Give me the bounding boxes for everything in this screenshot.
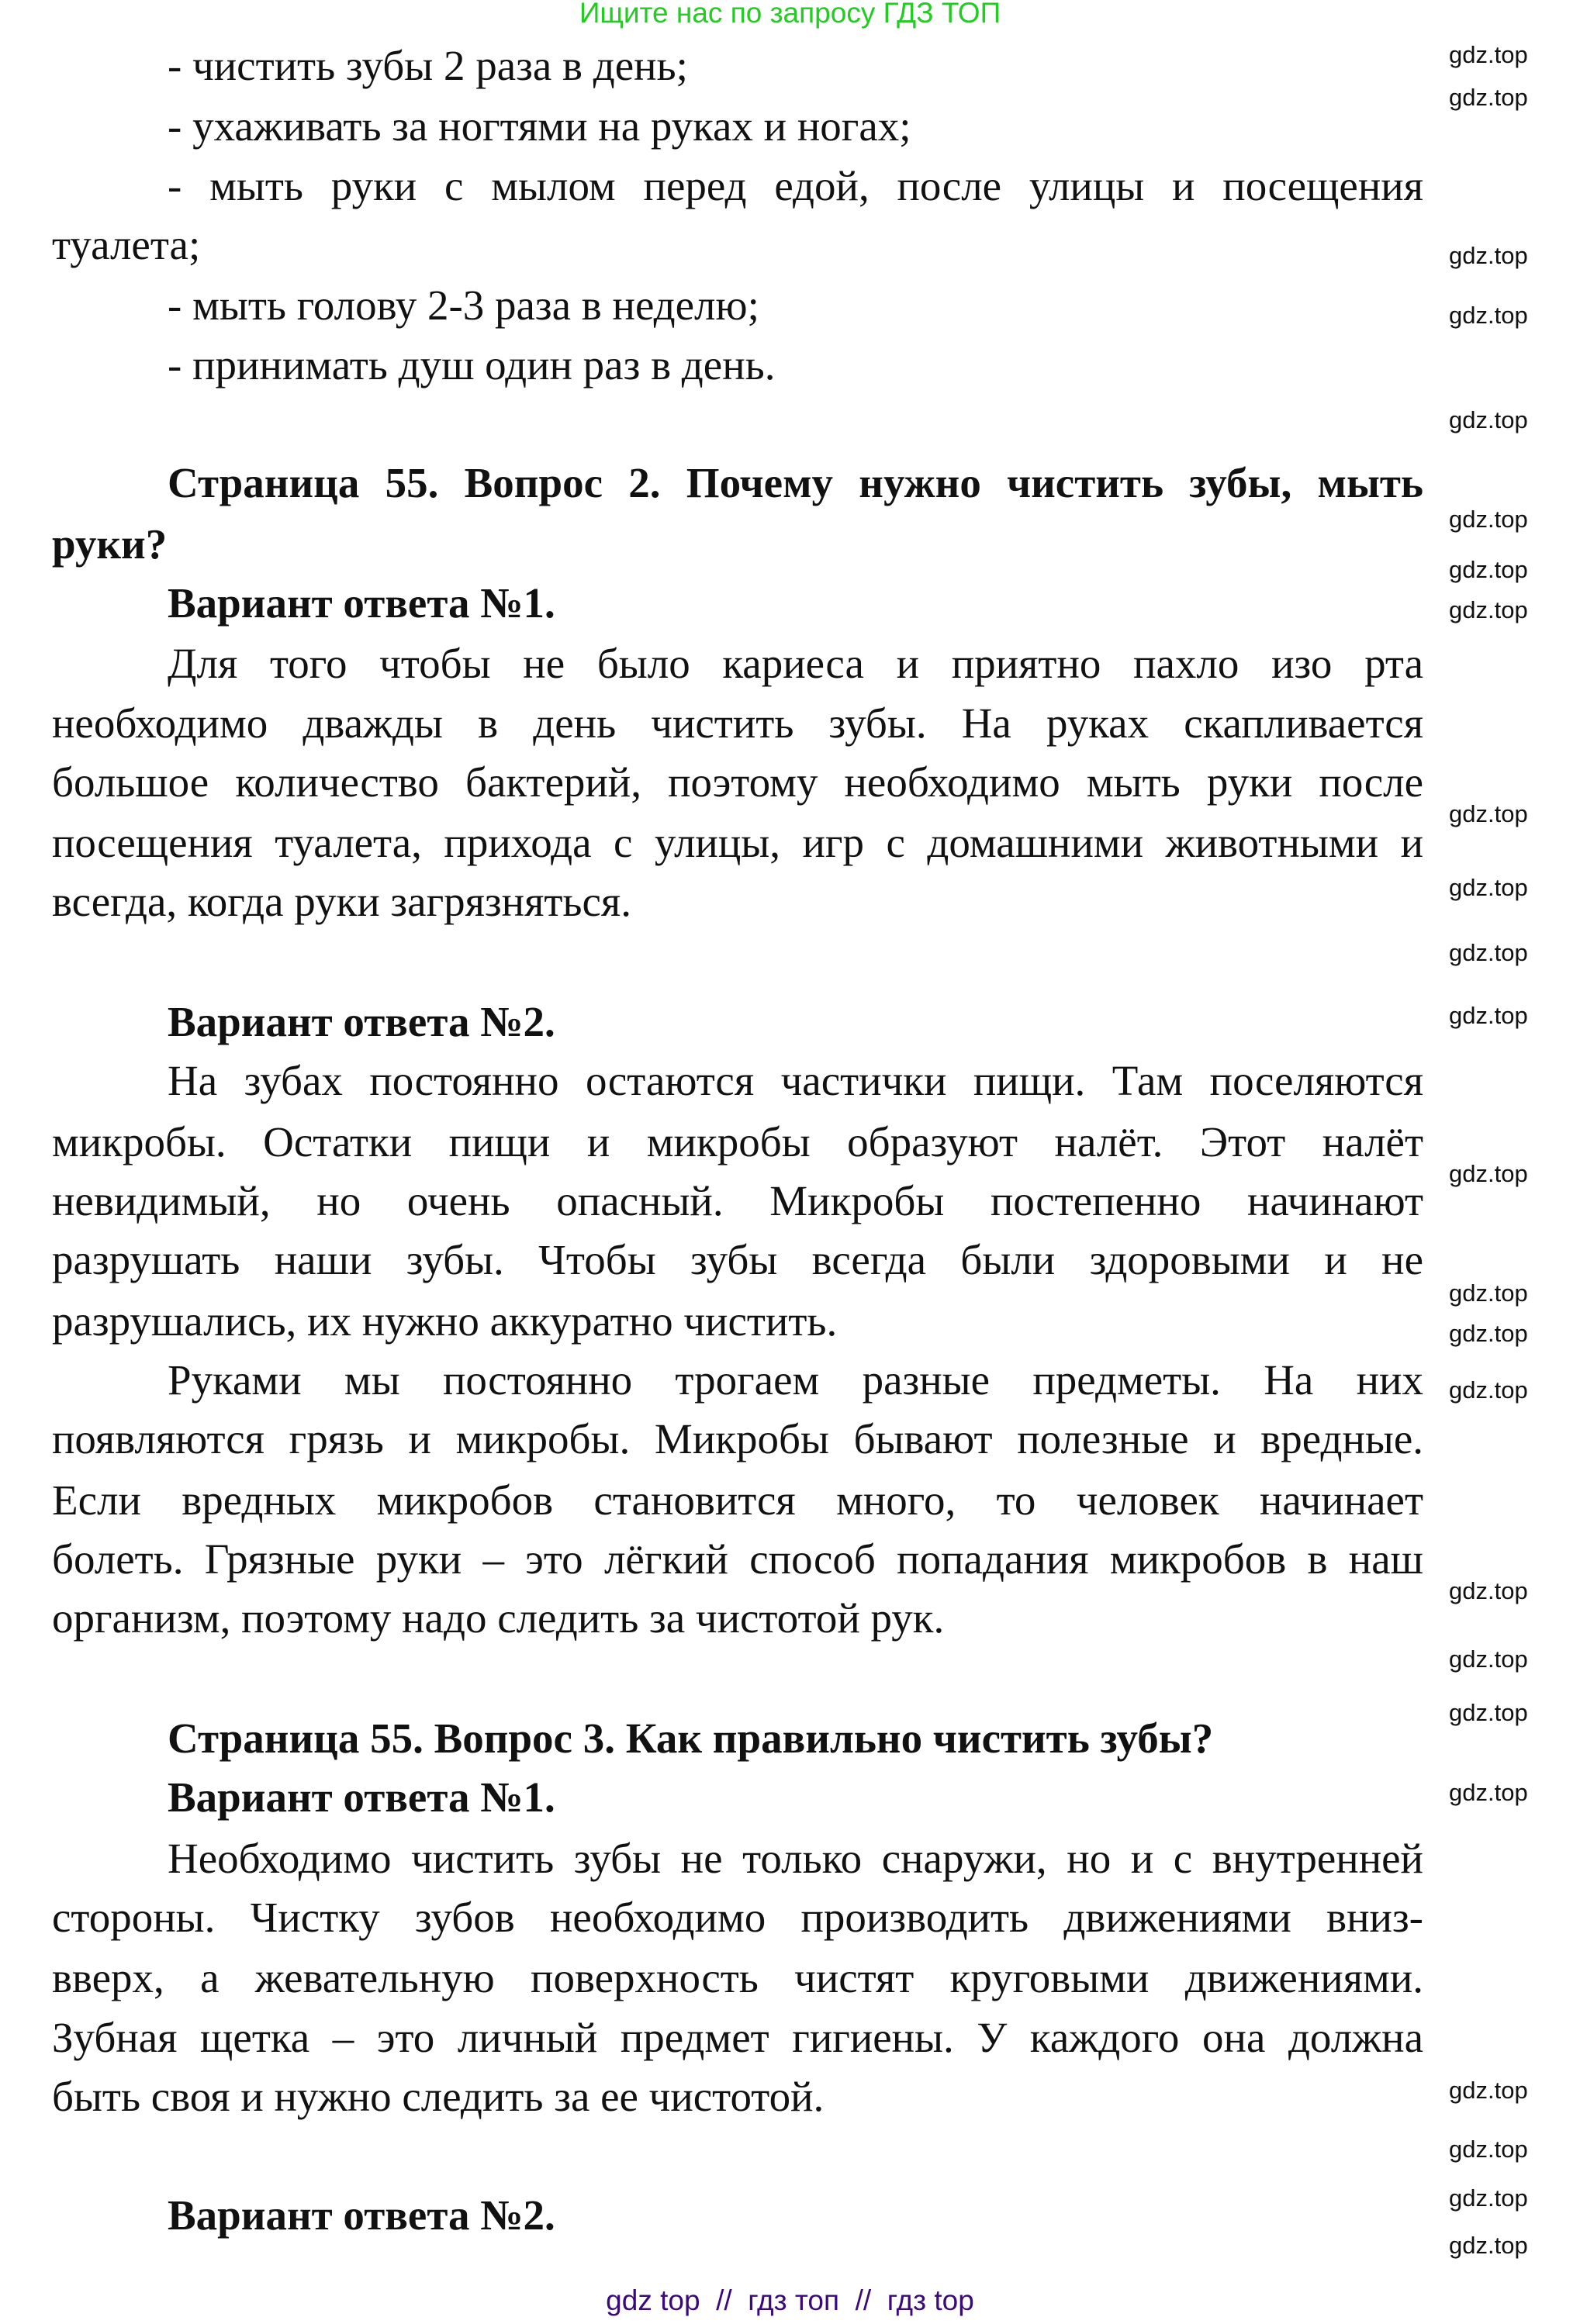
watermark: gdz.top bbox=[1449, 596, 1528, 623]
heading-line: Вариант ответа №1. bbox=[168, 1773, 555, 1822]
text-line: разрушать наши зубы. Чтобы зубы всегда были здоровыми и не bbox=[52, 1236, 1423, 1284]
text-line: микробы. Остатки пищи и микробы образуют налёт. Этот налёт bbox=[52, 1117, 1423, 1165]
watermark: gdz.top bbox=[1449, 2135, 1528, 2163]
text-line: - мыть руки с мылом перед едой, после улицы и посещения bbox=[168, 161, 1423, 209]
text-line: большое количество бактерий, поэтому необходимо мыть руки после bbox=[52, 758, 1423, 806]
search-banner[interactable]: Ищите нас по запросу ГДЗ ТОП bbox=[579, 0, 1001, 29]
watermark: gdz.top bbox=[1449, 40, 1528, 68]
text-line: - мыть голову 2-3 раза в неделю; bbox=[168, 281, 759, 330]
text-line: - принимать душ один раз в день. bbox=[168, 340, 776, 388]
heading-line: Вариант ответа №2. bbox=[168, 2191, 555, 2239]
watermark: gdz.top bbox=[1449, 1698, 1528, 1726]
text-line: - чистить зубы 2 раза в день; bbox=[168, 41, 688, 89]
text-line: необходимо дважды в день чистить зубы. На руках скапливается bbox=[52, 699, 1423, 747]
watermark: gdz.top bbox=[1449, 2184, 1528, 2212]
watermark: gdz.top bbox=[1449, 1279, 1528, 1307]
text-line: Руками мы постоянно трогаем разные предметы. На них bbox=[168, 1356, 1423, 1404]
text-line: посещения туалета, прихода с улицы, игр с домашними животными и bbox=[52, 819, 1423, 867]
watermark: gdz.top bbox=[1449, 1778, 1528, 1806]
text-line: разрушались, их нужно аккуратно чистить. bbox=[52, 1297, 838, 1345]
watermark: gdz.top bbox=[1449, 555, 1528, 583]
watermark: gdz.top bbox=[1449, 242, 1528, 270]
heading-line: Страница 55. Вопрос 2. Почему нужно чистить зубы, мыть bbox=[168, 459, 1423, 507]
watermark: gdz.top bbox=[1449, 939, 1528, 967]
watermark: gdz.top bbox=[1449, 1159, 1528, 1187]
watermark: gdz.top bbox=[1449, 506, 1528, 534]
watermark: gdz.top bbox=[1449, 406, 1528, 434]
text-line: быть своя и нужно следить за ее чистотой. bbox=[52, 2073, 825, 2121]
watermark: gdz.top bbox=[1449, 1320, 1528, 1347]
text-line: Для того чтобы не было кариеса и приятно пахло изо рта bbox=[168, 640, 1423, 688]
text-line: Если вредных микробов становится много, то человек начинает bbox=[52, 1476, 1423, 1524]
watermark: gdz.top bbox=[1449, 799, 1528, 827]
text-line: вверх, а жевательную поверхность чистят круговыми движениями. bbox=[52, 1954, 1423, 2002]
watermark: gdz.top bbox=[1449, 301, 1528, 329]
heading-line: Вариант ответа №2. bbox=[168, 998, 555, 1046]
text-line: всегда, когда руки загрязняться. bbox=[52, 878, 631, 926]
footer-links[interactable]: gdz top // гдз топ // гдз top bbox=[606, 2284, 974, 2316]
watermark: gdz.top bbox=[1449, 83, 1528, 111]
heading-line: Вариант ответа №1. bbox=[168, 578, 555, 627]
watermark: gdz.top bbox=[1449, 1577, 1528, 1605]
text-line: - ухаживать за ногтями на руках и ногах; bbox=[168, 102, 911, 150]
watermark: gdz.top bbox=[1449, 1645, 1528, 1673]
heading-line: Страница 55. Вопрос 3. Как правильно чистить зубы? bbox=[168, 1715, 1214, 1763]
watermark: gdz.top bbox=[1449, 874, 1528, 902]
text-line: болеть. Грязные руки – это лёгкий способ попадания микробов в наш bbox=[52, 1535, 1423, 1583]
watermark: gdz.top bbox=[1449, 2231, 1528, 2259]
text-line: туалета; bbox=[52, 220, 201, 268]
text-line: стороны. Чистку зубов необходимо производить движениями вниз- bbox=[52, 1894, 1423, 1942]
heading-line: руки? bbox=[52, 520, 168, 568]
watermark: gdz.top bbox=[1449, 2076, 1528, 2104]
text-line: На зубах постоянно остаются частички пищи. Там поселяются bbox=[168, 1057, 1423, 1105]
text-line: Необходимо чистить зубы не только снаружи, но и с внутренней bbox=[168, 1834, 1423, 1882]
text-line: появляются грязь и микробы. Микробы бывают полезные и вредные. bbox=[52, 1415, 1423, 1463]
text-line: организм, поэтому надо следить за чистотой рук. bbox=[52, 1594, 945, 1642]
watermark: gdz.top bbox=[1449, 1376, 1528, 1404]
text-line: невидимый, но очень опасный. Микробы постепенно начинают bbox=[52, 1177, 1423, 1225]
text-line: Зубная щетка – это личный предмет гигиены. У каждого она должна bbox=[52, 2013, 1423, 2061]
watermark: gdz.top bbox=[1449, 1001, 1528, 1029]
